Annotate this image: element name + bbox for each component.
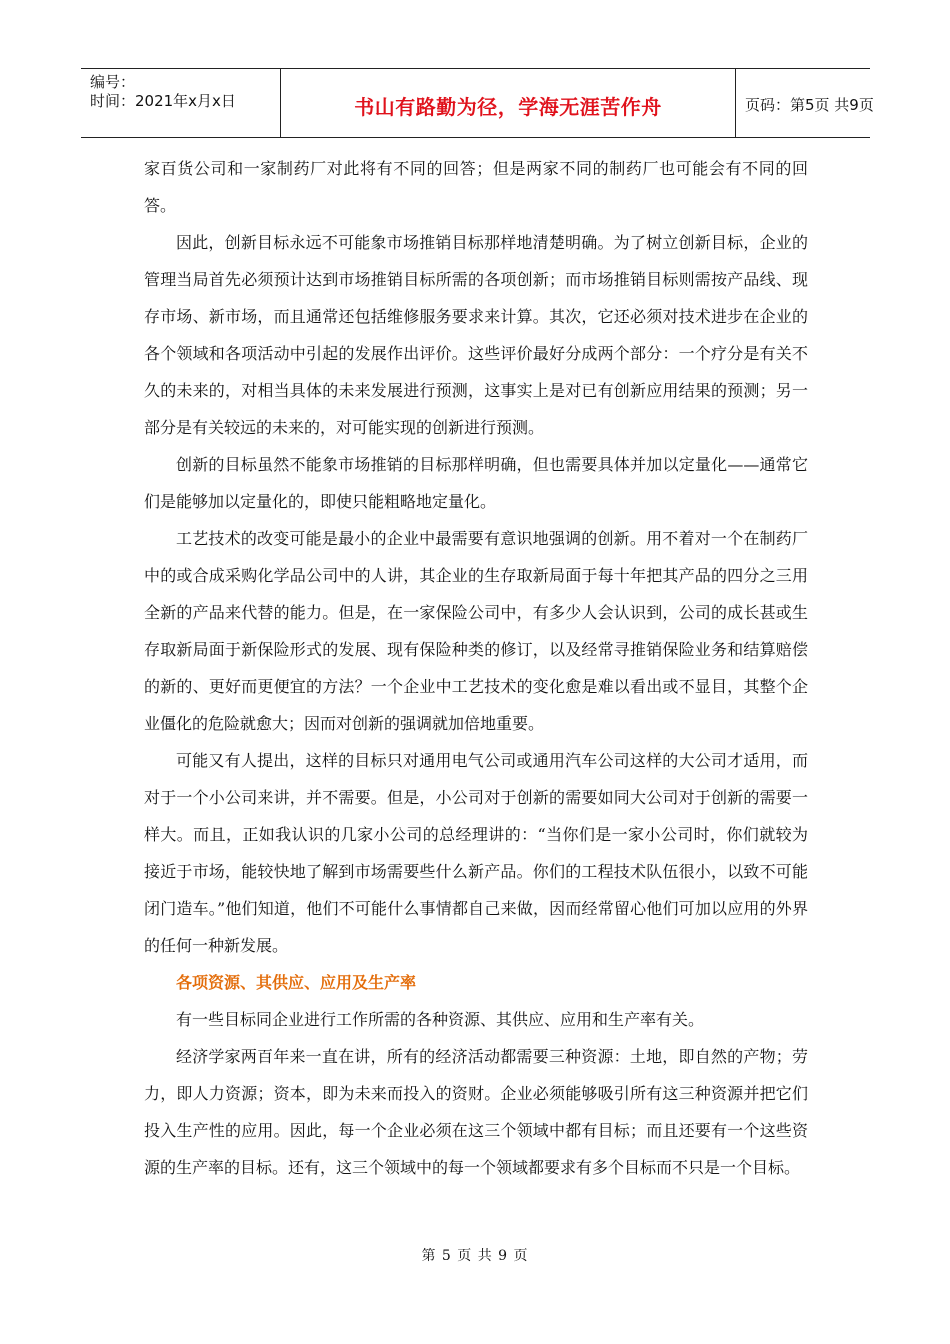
body-paragraph: 可能又有人提出，这样的目标只对通用电气公司或通用汽车公司这样的大公司才适用，而对于一个小公司来讲，并不需要。但是，小公司对于创新的需要如同大公司对于创新的需要一样大。而且，正如我认识的几家小公司的总经理讲的：“当你们是一家小公司时，你们就较为接近于市场，能较快地了解到市场需要些什么新产品。你们的工程技术队伍很小，以致不可能闭门造车。”他们知道，他们不可能什么事情都自己来做，因而经常留心他们可加以应用的外界的任何一种新发展。	[144, 751, 808, 955]
document-body	[144, 150, 808, 1186]
header-meta-cell	[81, 69, 281, 137]
document-header	[81, 68, 874, 138]
header-motto-cell	[281, 69, 736, 137]
body-paragraph: 有一些目标同企业进行工作所需的各种资源、其供应、应用和生产率有关。	[176, 1010, 705, 1029]
document-number-label: 编号：	[90, 73, 136, 91]
body-paragraph: 因此，创新目标永远不可能象市场推销目标那样地清楚明确。为了树立创新目标，企业的管理当局首先必须预计达到市场推销目标所需的各项创新；而市场推销目标则需按产品线、现存市场、新市场，而且通常还包括维修服务要求来计算。其次，它还必须对技术进步在企业的各个领域和各项活动中引起的发展作出评价。这些评价最好分成两个部分：一个疗分是有关不久的未来的，对相当具体的未来发展进行预测，这事实上是对已有创新应用结果的预测；另一部分是有关较远的未来的，对可能实现的创新进行预测。	[144, 233, 808, 437]
section-heading: 各项资源、其供应、应用及生产率	[176, 973, 417, 992]
body-paragraph: 工艺技术的改变可能是最小的企业中最需要有意识地强调的创新。用不着对一个在制药厂中的或合成采购化学品公司中的人讲，其企业的生存取新局面于每十年把其产品的四分之三用全新的产品来代替的能力。但是，在一家保险公司中，有多少人会认识到，公司的成长甚或生存取新局面于新保险形式的发展、现有保险种类的修订，以及经常寻推销保险业务和结算赔偿的新的、更好而更便宜的方法？一个企业中工艺技术的变化愈是难以看出或不显目，其整个企业僵化的危险就愈大；因而对创新的强调就加倍地重要。	[144, 529, 808, 733]
header-page-info: 页码：第5页 共9页	[745, 96, 874, 114]
body-paragraph: 创新的目标虽然不能象市场推销的目标那样明确，但也需要具体并加以定量化——通常它们是能够加以定量化的，即使只能粗略地定量化。	[144, 455, 808, 511]
body-paragraph: 经济学家两百年来一直在讲，所有的经济活动都需要三种资源：土地，即自然的产物；劳力，即人力资源；资本，即为未来而投入的资财。企业必须能够吸引所有这三种资源并把它们投入生产性的应用。因此，每一个企业必须在这三个领域中都有目标；而且还要有一个这些资源的生产率的目标。还有，这三个领域中的每一个领域都要求有多个目标而不只是一个目标。	[144, 1047, 808, 1177]
page-footer: 第 5 页 共 9 页	[421, 1248, 529, 1264]
body-paragraph: 家百货公司和一家制药厂对此将有不同的回答；但是两家不同的制药厂也可能会有不同的回答。	[144, 159, 808, 215]
document-date-label: 时间：2021年x月x日	[90, 92, 236, 110]
header-page-cell	[736, 69, 874, 137]
header-motto: 书山有路勤为径，学海无涯苦作舟	[354, 95, 662, 119]
